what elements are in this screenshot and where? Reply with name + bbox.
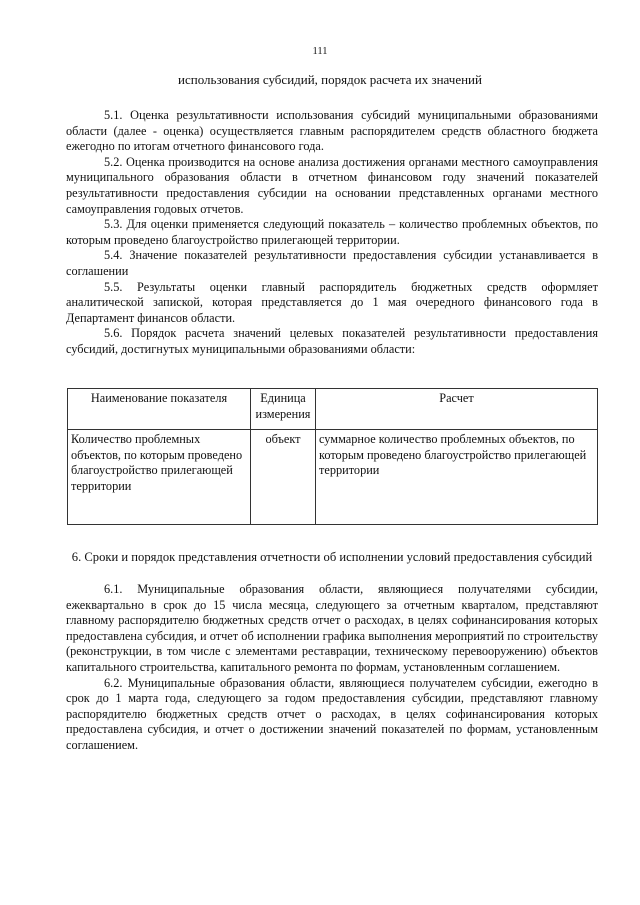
- header-calculation: Расчет: [316, 389, 598, 430]
- paragraph-5-1: 5.1. Оценка результативности использования субсидий муниципальными образованиями области (далее - оценка) осуществляется главным распорядителем средств областного бюджета ежегодно по итогам отчетного финансового года.: [66, 108, 598, 154]
- cell-calculation: суммарное количество проблемных объектов, по которым проведено благоустройство прилегающей территории: [316, 430, 598, 525]
- table-header-row: [68, 389, 598, 430]
- paragraph-5-5: 5.5. Результаты оценки главный распорядитель бюджетных средств оформляет аналитической запиской, которая представляется до 1 мая очередного финансового года в Департамент финансов области.: [66, 279, 598, 325]
- section-6-text: [66, 582, 598, 754]
- table-row: [68, 430, 598, 525]
- paragraph-5-2: 5.2. Оценка производится на основе анализа достижения органами местного самоуправления муниципального образования области в отчетном финансовом году значений показателей результативности предоставления субсидии на основании представленных органами местного самоуправления годовых отчетов.: [66, 154, 598, 216]
- header-indicator-name: Наименование показателя: [68, 389, 251, 430]
- section-title: использования субсидий, порядок расчета их значений: [178, 72, 482, 87]
- header-unit: Единица измерения: [251, 389, 316, 430]
- paragraph-6-1: 6.1. Муниципальные образования области, являющиеся получателями субсидии, ежеквартально в срок до 15 числа месяца, следующего за отчетным кварталом, представляют главному распорядителю бюджетных средств отчет о расходах, в целях софинансирования которых предоставлена субсидия, и отчет об исполнении графика выполнения мероприятий по строительству (реконструкции, в том числе с элементами реставрации, техническому перевооружению) объектов капитального строительства, капитального ремонта по формам, установленным соглашением.: [66, 582, 598, 674]
- section-6-heading: 6. Сроки и порядок представления отчетности об исполнении условий предоставления субсидий: [71, 550, 593, 564]
- cell-unit: объект: [251, 430, 316, 525]
- paragraph-5-3: 5.3. Для оценки применяется следующий показатель – количество проблемных объектов, по которым проведено благоустройство прилегающей территории.: [66, 217, 598, 247]
- section-5-text: [66, 108, 598, 358]
- paragraph-5-4: 5.4. Значение показателей результативности предоставления субсидии устанавливается в соглашении: [66, 248, 598, 278]
- paragraph-6-2: 6.2. Муниципальные образования области, являющиеся получателем субсидии, ежегодно в срок до 1 марта года, следующего за годом предоставления субсидии, представляют главному распорядителю бюджетных средств отчет о расходах, в целях софинансирования которых предоставлена субсидия, и отчет о достижении значений показателей по формам, установленным соглашением.: [66, 675, 598, 752]
- paragraph-5-6: 5.6. Порядок расчета значений целевых показателей результативности предоставления субсидий, достигнутых муниципальными образованиями области:: [66, 326, 598, 356]
- cell-indicator-name: Количество проблемных объектов, по которым проведено благоустройство прилегающей территории: [68, 430, 251, 525]
- page-number: 111: [312, 46, 328, 57]
- indicator-table: [67, 388, 598, 525]
